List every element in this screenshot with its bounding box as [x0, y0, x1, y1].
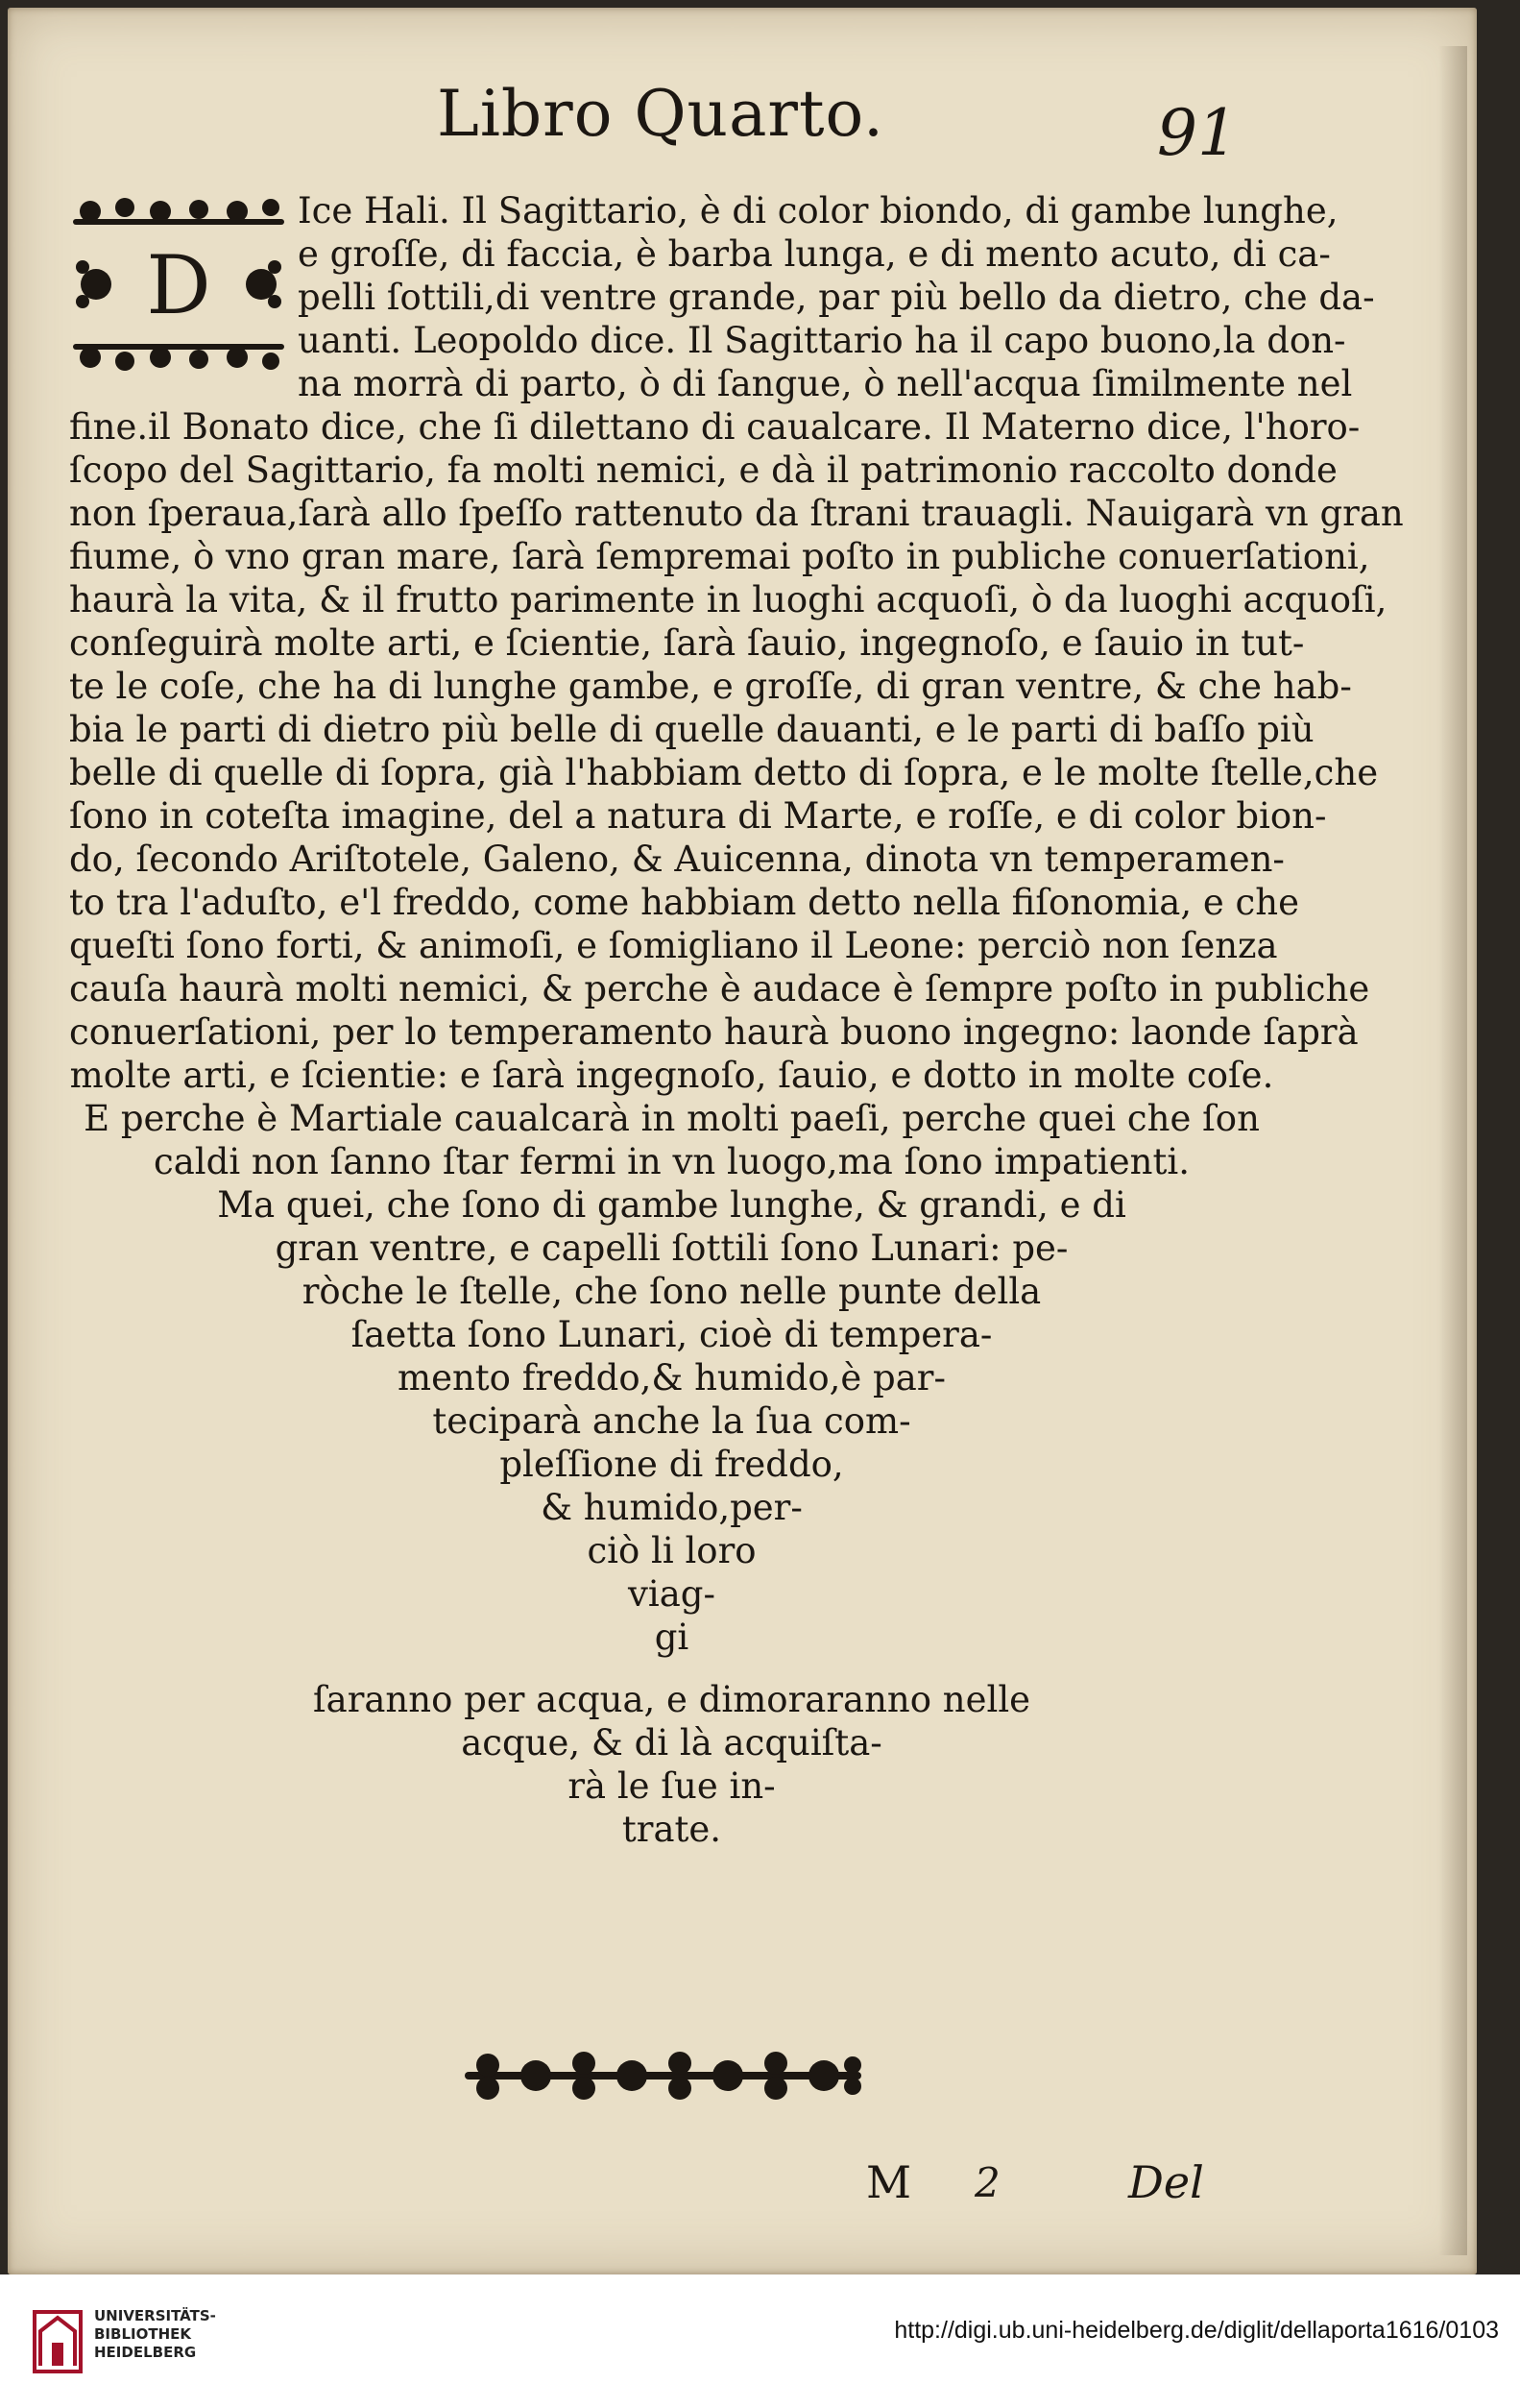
text-line: acque, & di là acquiſta-: [461, 1722, 882, 1763]
text-line: mento freddo,& humido,è par-: [398, 1357, 946, 1399]
text-line: molte arti, e ſcientie: e ſarà ingegnoſo, ſauio, e dotto in molte coſe.: [69, 1055, 1274, 1096]
text-line: queſti ſono forti, & animoſi, e ſomigliano il Leone: perciò non ſenza: [69, 925, 1278, 966]
fleuron-icon: [73, 198, 284, 225]
text-line: bia le parti di dietro più belle di quelle dauanti, e le parti di baſſo più: [69, 709, 1315, 750]
text-line: pleſſione di freddo,: [499, 1444, 844, 1485]
text-line: ſcopo del Sagittario, fa molti nemici, e dà il patrimonio raccolto donde: [69, 450, 1338, 491]
text-line: uanti. Leopoldo dice. Il Sagittario ha il capo buono,la don-: [298, 320, 1346, 361]
text-line: haurà la vita, & il frutto parimente in luoghi acquoſi, ò da luoghi acquoſi,: [69, 579, 1387, 620]
text-line: ſaranno per acqua, e dimoraranno nelle: [312, 1679, 1031, 1720]
source-url-link[interactable]: http://digi.ub.uni-heidelberg.de/diglit/dellaporta1616/0103: [894, 2317, 1499, 2344]
text-line: trate.: [621, 1809, 722, 1850]
text-line: conuerſationi, per lo temperamento haurà buono ingegno: laonde ſaprà: [69, 1011, 1359, 1053]
text-line: pelli ſottili,di ventre grande, par più bello da dietro, che da-: [298, 277, 1375, 318]
text-line: teciparà anche la ſua com-: [432, 1400, 911, 1442]
signature-number: 2: [975, 2159, 1001, 2206]
text-line: ſono in coteſta imagine, del a natura di Marte, e roſſe, e di color bion-: [69, 795, 1327, 837]
text-line: ciò li loro: [587, 1530, 757, 1571]
page-edge-shadow: [1438, 46, 1467, 2255]
fleuron-icon: [73, 344, 284, 371]
catchword: Del: [1128, 2156, 1204, 2208]
text-line: e groſſe, di faccia, è barba lunga, e di mento acuto, di ca-: [298, 233, 1331, 275]
text-line: rà le ſue in-: [567, 1765, 776, 1807]
text-line: fine.il Bonato dice, che ſi dilettano di caualcare. Il Materno dice, l'horo-: [69, 406, 1361, 448]
tailpiece-ornament: [459, 2044, 867, 2107]
text-line: belle di quelle di ſopra, già l'habbiam detto di ſopra, e le molte ſtelle,che: [69, 752, 1379, 793]
page-number: 91: [1157, 96, 1238, 170]
running-head: Libro Quarto.: [437, 77, 885, 151]
text-line: conſeguirà molte arti, e ſcientie, ſarà ſauio, ingegnoſo, e ſauio in tut-: [69, 622, 1305, 664]
text-line: & humido,per-: [541, 1487, 803, 1528]
drop-initial-letter: D: [146, 238, 211, 332]
text-line: viag-: [628, 1573, 715, 1615]
text-line: non ſperaua,ſarà allo ſpeſſo rattenuto da ſtrani trauagli. Nauigarà vn gran: [69, 493, 1404, 534]
text-line: Ma quei, che ſono di gambe lunghe, & grandi, e di: [217, 1184, 1126, 1226]
text-line: na morrà di parto, ò di ſangue, ò nell'acqua ſimilmente nel: [298, 363, 1353, 404]
institution-name: [94, 2307, 216, 2362]
institution-line: HEIDELBERG: [94, 2344, 197, 2361]
text-line: gi: [654, 1617, 689, 1658]
ornamental-drop-initial: [69, 190, 288, 378]
text-line: E perche è Martiale caualcarà in molti paeſi, perche quei che ſon: [84, 1098, 1260, 1139]
text-line: fiume, ò vno gran mare, ſarà ſempremai poſto in publiche conuerſationi,: [69, 536, 1370, 577]
text-line: te le coſe, che ha di lunghe gambe, e groſſe, di gran ventre, & che hab-: [69, 666, 1352, 707]
text-line: ſaetta ſono Lunari, cioè di tempera-: [350, 1314, 993, 1355]
text-line: ròche le ſtelle, che ſono nelle punte della: [302, 1271, 1042, 1312]
fleuron-icon: [465, 2052, 861, 2100]
institution-line: UNIVERSITÄTS-: [94, 2307, 216, 2324]
text-line: to tra l'aduſto, e'l freddo, come habbiam detto nella fiſonomia, e che: [69, 882, 1299, 923]
university-logo-icon: [31, 2308, 84, 2375]
text-line: cauſa haurà molti nemici, & perche è audace è ſempre poſto in publiche: [69, 968, 1370, 1009]
signature-mark: M: [866, 2156, 912, 2208]
institution-line: BIBLIOTHEK: [94, 2325, 191, 2343]
text-line: gran ventre, e capelli ſottili ſono Lunari: pe-: [275, 1228, 1069, 1269]
text-line: do, ſecondo Ariſtotele, Galeno, & Auicenna, dinota vn temperamen-: [69, 839, 1285, 880]
text-line: Ice Hali. Il Sagittario, è di color biondo, di gambe lunghe,: [298, 190, 1339, 231]
text-line: caldi non ſanno ſtar fermi in vn luogo,ma ſono impatienti.: [154, 1141, 1190, 1182]
